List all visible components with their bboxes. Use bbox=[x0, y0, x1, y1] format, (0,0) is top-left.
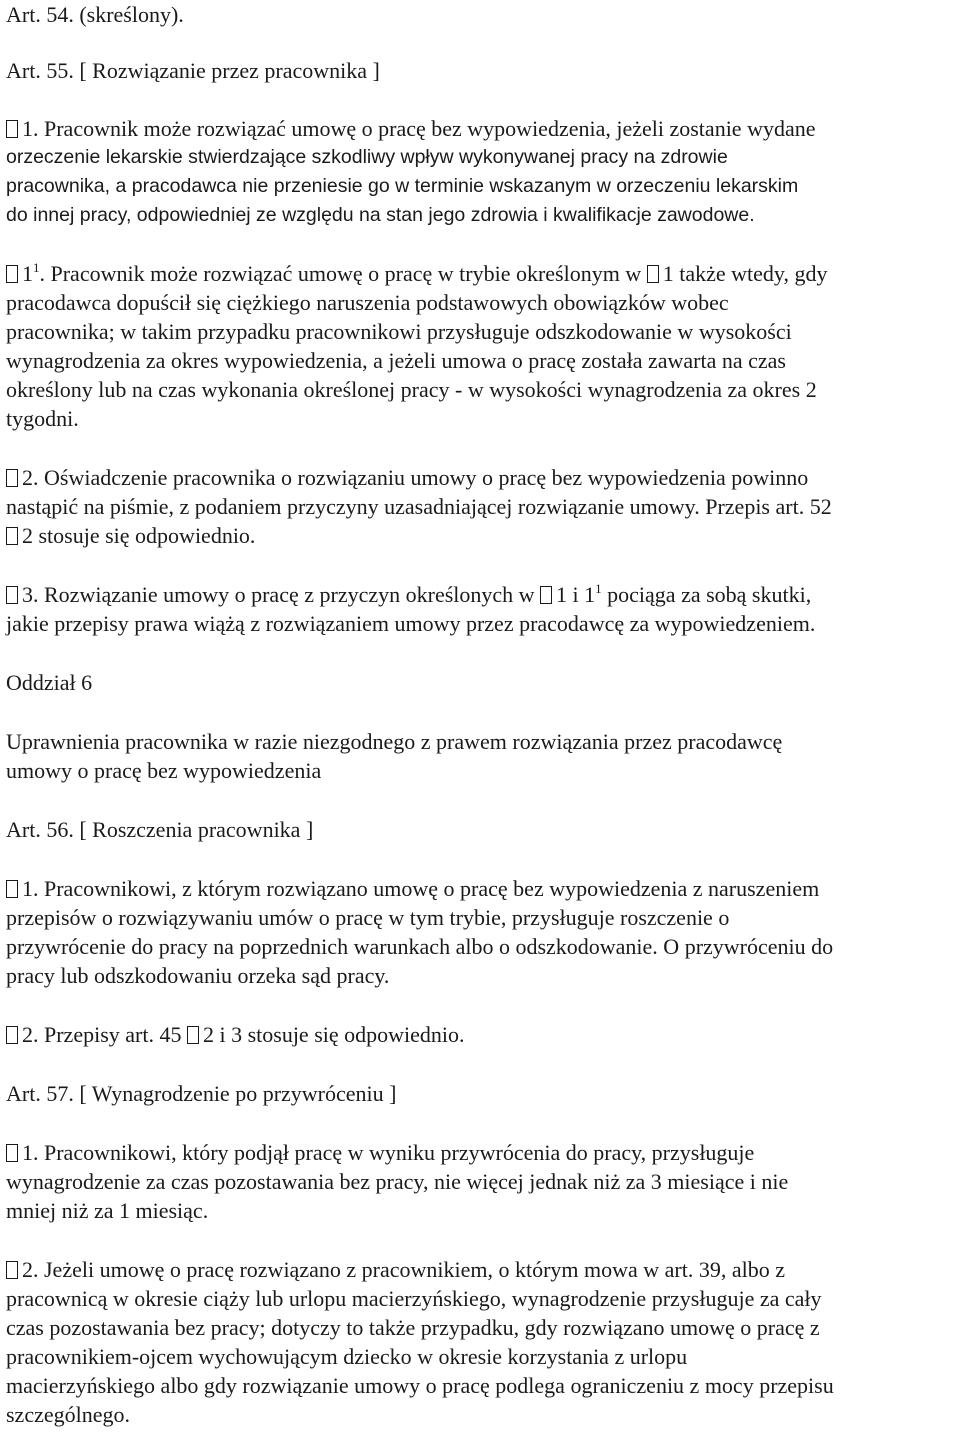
section-sign-icon bbox=[540, 586, 552, 604]
paragraph-line: $1^1$. Pracownik może rozwiązać umowę o pracę w trybie określonym w 1 także wtedy, gdy bbox=[6, 259, 827, 288]
section-sign-icon bbox=[6, 1144, 18, 1162]
article-heading: Art. 56. [ Roszczenia pracownika ] bbox=[6, 817, 314, 842]
paragraph-line: pracy lub odszkodowaniu orzeka sąd pracy. bbox=[6, 963, 390, 988]
paragraph-line: orzeczenie lekarskie stwierdzające szkodliwy wpływ wykonywanej pracy na zdrowie bbox=[6, 146, 728, 168]
paragraph-line: pracownika; w takim przypadku pracownikowi przysługuje odszkodowanie w wysokości bbox=[6, 319, 792, 344]
paragraph-line: wynagrodzenia za okres wypowiedzenia, a jeżeli umowa o pracę została zawarta na czas bbox=[6, 348, 786, 373]
paragraph-line: nastąpić na piśmie, z podaniem przyczyny uzasadniającej rozwiązanie umowy. Przepis art. 52 bbox=[6, 494, 832, 519]
section-heading: Oddział 6 bbox=[6, 670, 93, 695]
section-sign-icon bbox=[6, 120, 18, 138]
paragraph-line: 1. Pracownikowi, z którym rozwiązano umowę o pracę bez wypowiedzenia z naruszeniem bbox=[6, 874, 819, 903]
paragraph-line: macierzyńskiego albo gdy rozwiązanie umowy o pracę podlega ograniczeniu z mocy przepisu bbox=[6, 1373, 834, 1398]
paragraph-line: jakie przepisy prawa wiążą z rozwiązaniem umowy przez pracodawcę za wypowiedzeniem. bbox=[6, 611, 816, 636]
section-title: Uprawnienia pracownika w razie niezgodnego z prawem rozwiązania przez pracodawcę bbox=[6, 729, 783, 754]
section-sign-icon bbox=[6, 1261, 18, 1279]
section-title: umowy o pracę bez wypowiedzenia bbox=[6, 758, 322, 783]
paragraph-line: pracownikiem-ojcem wychowującym dziecko w okresie korzystania z urlopu bbox=[6, 1344, 688, 1369]
section-sign-icon bbox=[6, 527, 18, 545]
article-heading: Art. 55. [ Rozwiązanie przez pracownika ] bbox=[6, 58, 380, 83]
paragraph-line: pracownika, a pracodawca nie przeniesie go w terminie wskazanym w orzeczeniu lekarskim bbox=[6, 175, 799, 197]
paragraph-line: określony lub na czas wykonania określonej pracy - w wysokości wynagrodzenia za okres 2 bbox=[6, 377, 817, 402]
superscript: 1 bbox=[595, 581, 602, 596]
paragraph-line: 2. Oświadczenie pracownika o rozwiązaniu umowy o pracę bez wypowiedzenia powinno bbox=[6, 463, 808, 492]
paragraph-line: przywrócenie do pracy na poprzednich warunkach albo o odszkodowanie. O przywróceniu do bbox=[6, 934, 834, 959]
article-heading: Art. 54. (skreślony). bbox=[6, 2, 184, 27]
paragraph-line: wynagrodzenie za czas pozostawania bez pracy, nie więcej jednak niż za 3 miesiące i nie bbox=[6, 1169, 789, 1194]
paragraph-line: do innej pracy, odpowiedniej ze względu na stan jego zdrowia i kwalifikacje zawodowe. bbox=[6, 204, 755, 226]
paragraph-line: 3. Rozwiązanie umowy o pracę z przyczyn określonych w 1 i $1^1$ pociąga za sobą skutki, bbox=[6, 580, 811, 609]
section-sign-icon bbox=[6, 1026, 18, 1044]
section-sign-icon bbox=[6, 586, 18, 604]
paragraph-line: szczególnego. bbox=[6, 1402, 130, 1427]
article-heading: Art. 57. [ Wynagrodzenie po przywróceniu ] bbox=[6, 1081, 397, 1106]
paragraph-line: 1. Pracownik może rozwiązać umowę o pracę bez wypowiedzenia, jeżeli zostanie wydane bbox=[6, 114, 815, 143]
paragraph-line: pracodawca dopuścił się ciężkiego naruszenia podstawowych obowiązków wobec bbox=[6, 290, 729, 315]
paragraph-line: pracownicą w okresie ciąży lub urlopu macierzyńskiego, wynagrodzenie przysługuje za cały bbox=[6, 1286, 822, 1311]
section-sign-icon bbox=[187, 1026, 199, 1044]
paragraph-line: przepisów o rozwiązywaniu umów o pracę w tym trybie, przysługuje roszczenie o bbox=[6, 905, 730, 930]
paragraph-line: 2 stosuje się odpowiednio. bbox=[6, 521, 255, 550]
paragraph-line: czas pozostawania bez pracy; dotyczy to także przypadku, gdy rozwiązano umowę o pracę z bbox=[6, 1315, 820, 1340]
section-sign-icon bbox=[647, 265, 659, 283]
section-sign-icon bbox=[6, 469, 18, 487]
section-sign-icon bbox=[6, 265, 18, 283]
paragraph-line: 2. Jeżeli umowę o pracę rozwiązano z pracownikiem, o którym mowa w art. 39, albo z bbox=[6, 1255, 785, 1284]
paragraph-line: 2. Przepisy art. 45 2 i 3 stosuje się odpowiednio. bbox=[6, 1020, 465, 1049]
paragraph-line: 1. Pracownikowi, który podjął pracę w wyniku przywrócenia do pracy, przysługuje bbox=[6, 1138, 754, 1167]
section-sign-icon bbox=[6, 880, 18, 898]
paragraph-line: mniej niż za 1 miesiąc. bbox=[6, 1198, 209, 1223]
superscript: 1 bbox=[33, 260, 40, 275]
paragraph-line: tygodni. bbox=[6, 406, 79, 431]
